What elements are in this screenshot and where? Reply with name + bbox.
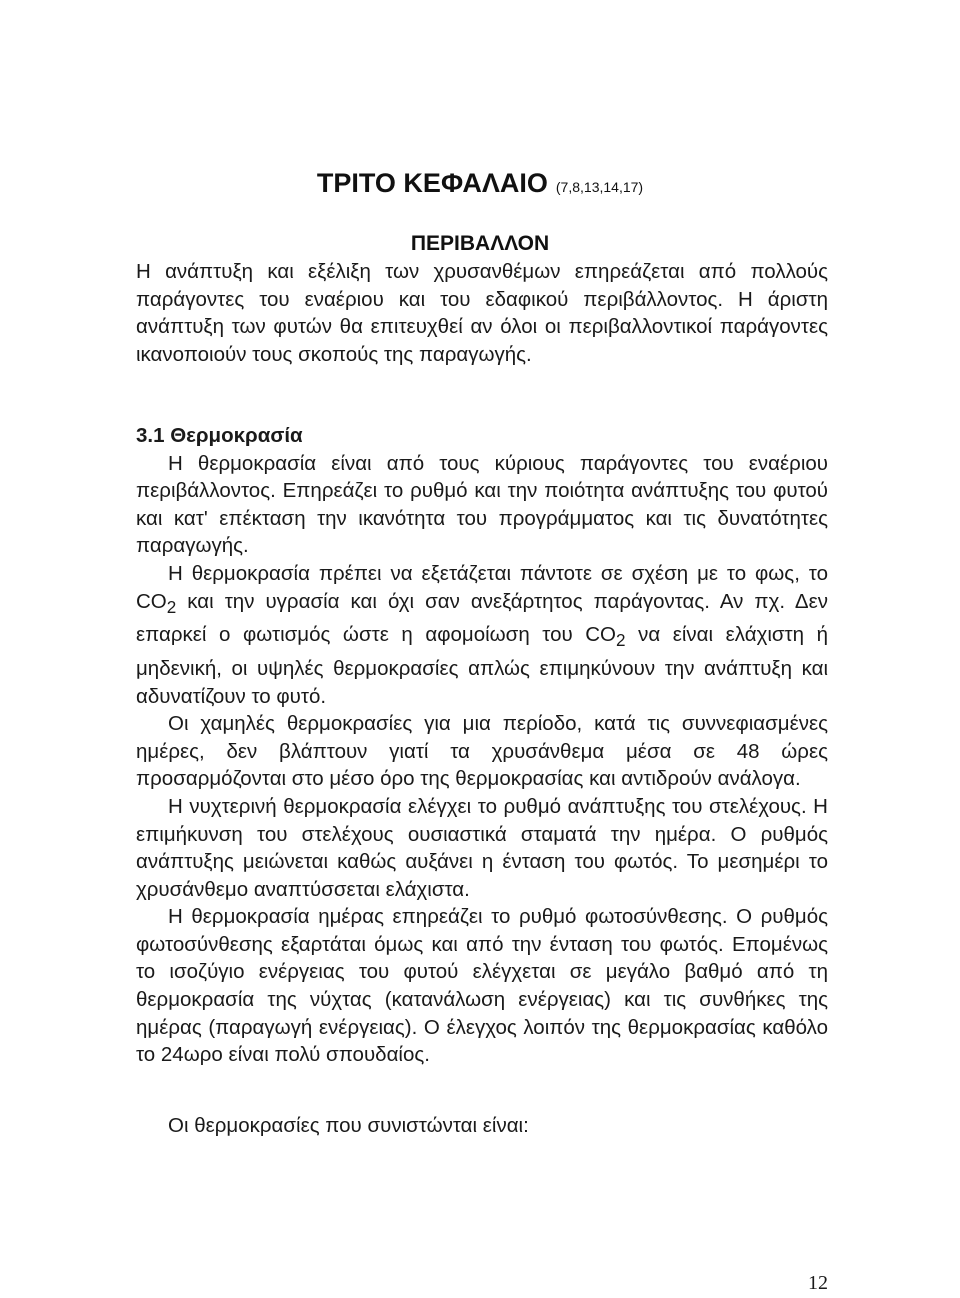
paragraph-2 <box>136 560 828 710</box>
co2-subscript-2: 2 <box>616 631 626 651</box>
page-number: 12 <box>808 1272 828 1294</box>
subsection-heading <box>136 422 828 450</box>
paragraph-4: Η νυχτερινή θερμοκρασία ελέγχει το ρυθμό ανάπτυξης του στελέχους. Η επιμήκυνση του στελέχους ουσιαστικά σταματά την ημέρα. Ο ρυθμός ανάπτυξης μειώνεται καθώς αυξάνει η ένταση του φωτός. Το μεσημέρι το χρυσάνθεμο αναπτύσσεται ελάχιστα. <box>136 794 828 901</box>
subsection-title: Θερμοκρασία <box>170 424 303 447</box>
paragraph-2-part-a: Η θερμοκρασία πρέπει να εξετάζεται πάντοτε σε σχέση με το φως, το CO <box>136 561 828 613</box>
subsection-number: 3.1 <box>136 424 165 447</box>
chapter-references: (7,8,13,14,17) <box>555 179 644 195</box>
paragraph-3: Οι χαμηλές θερμοκρασίες για μια περίοδο, κατά τις συννεφιασμένες ημέρες, δεν βλάπτουν γιατί τα χρυσάνθεμα μέσα σε 48 ώρες προσαρμόζονται στο μέσο όρο της θερμοκρασίας και αντιδρούν ανάλογα. <box>136 712 828 791</box>
intro-block <box>136 258 828 368</box>
paragraph-6: Οι θερμοκρασίες που συνιστώνται είναι: <box>168 1114 529 1137</box>
co2-subscript-1: 2 <box>166 597 177 617</box>
paragraph-2-part-c: να είναι ελάχιστη ή μηδενική, οι υψηλές θερμοκρασίες απλώς επιμηκύνουν την ανάπτυξη και αδυνατίζουν το φυτό. <box>136 623 829 708</box>
section-title: ΠΕΡΙΒΑΛΛΟΝ <box>410 232 550 255</box>
subsection-block <box>136 422 828 1069</box>
chapter-title: ΤΡΙΤΟ ΚΕΦΑΛΑΙΟ <box>316 168 548 198</box>
chapter-heading <box>0 168 960 199</box>
intro-paragraph: Η ανάπτυξη και εξέλιξη των χρυσανθέμων επηρεάζεται από πολλούς παράγοντες του εναέριου και του εδαφικού περιβάλλοντος. Η άριστη ανάπτυξη των φυτών θα επιτευχθεί αν όλοι οι περιβαλλοντικοί παράγοντες ικανοποιούν τους σκοπούς της παραγωγής. <box>136 260 828 366</box>
paragraph-1: Η θερμοκρασία είναι από τους κύριους παράγοντες του εναέριου περιβάλλοντος. Επηρεάζει το ρυθμό και την ποιότητα ανάπτυξης του φυτού και κατ' επέκταση την ικανότητα του προγράμματος και τις δυνατότητες παραγωγής. <box>136 451 828 558</box>
paragraph-5: Η θερμοκρασία ημέρας επηρεάζει το ρυθμό φωτοσύνθεσης. Ο ρυθμός φωτοσύνθεσης εξαρτάται όμως και από την ένταση του φωτός. Επομένως το ισοζύγιο ενέργειας του φυτού ελέγχεται σε μεγάλο βαθμό από τη θερμοκρασία της νύχτας (κατανάλωση ενέργειας) και τις συνθήκες της ημέρας (παραγωγή ενέργειας). Ο έλεγχος λοιπόν της θερμοκρασίας καθόλο το 24ωρο είναι πολύ σπουδαίος. <box>136 905 828 1067</box>
paragraph-2-part-b: και την υγρασία και όχι σαν ανεξάρτητος παράγοντας. Αν πχ. Δεν επαρκεί ο φωτισμός ώστε η αφομοίωση του CO <box>136 589 828 647</box>
closing-block <box>136 1112 828 1140</box>
